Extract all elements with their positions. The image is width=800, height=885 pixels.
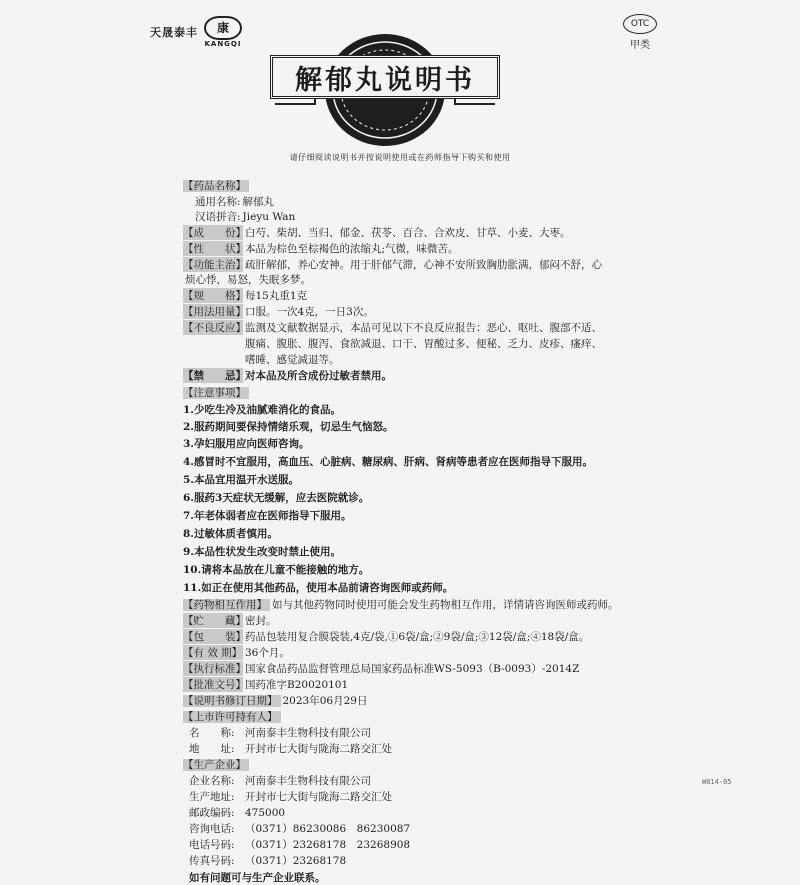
appearance-label: 【性 状】 [183,243,246,255]
ingredients-value: 白芍、柴胡、当归、郁金、茯苓、百合、合欢皮、甘草、小麦、大枣。 [245,227,571,239]
precaution-4: 4.感冒时不宜服用，高血压、心脏病、糖尿病、肝病、肾病等患者应在医师指导下服用。 [183,456,593,468]
common-name-value: 解郁丸 [242,196,275,208]
dosage-value: 口服。一次4克，一日3次。 [245,306,374,318]
holder-name-label: 名 称: [189,727,235,739]
pinyin-label: 汉语拼音: [195,211,241,223]
production-address-label: 生产地址: [189,791,235,803]
validity-label: 【有 效 期】 [183,647,243,659]
precaution-10: 10.请将本品放在儿童不能接触的地方。 [183,564,370,576]
logo-glyph: 康 [204,16,242,40]
reading-advice: 请仔细阅读说明书并按说明使用或在药师指导下购买和使用 [289,153,511,162]
brand-name: 天晟泰丰 [150,26,198,39]
brand-logo [204,16,242,48]
company-value: 河南泰丰生物科技有限公司 [245,775,371,787]
interactions-label: 【药物相互作用】 [183,599,270,611]
indications-line-2: 烦心悸，易怒，失眠多梦。 [185,274,311,286]
package-label: 【包 装】 [183,631,246,643]
logo-word: KANGQI [204,40,242,48]
ingredients-label: 【成 份】 [183,227,246,239]
adverse-label: 【不良反应】 [183,322,246,334]
consult-phone-label: 咨询电话: [189,823,235,835]
production-address-value: 开封市七大街与陇海二路交汇处 [245,791,392,803]
specification-label: 【规 格】 [183,290,246,302]
tel-value: （0371）23268178 23268908 [245,839,411,851]
pinyin-value: Jieyu Wan [242,211,296,223]
indications-line-1: 疏肝解郁，养心安神。用于肝郁气滞，心神不安所致胸肋胀满，郁闷不舒，心 [245,259,602,271]
holder-address-value: 开封市七大街与陇海二路交汇处 [245,743,392,755]
contraindications-label: 【禁 忌】 [183,370,246,382]
precaution-6: 6.服药3天症状无缓解，应去医院就诊。 [183,492,370,504]
specification-value: 每15丸重1克 [245,290,308,302]
validity-value: 36个月。 [245,647,290,659]
adverse-line-1: 监测及文献数据显示，本品可见以下不良反应报告：恶心、呕吐、腹部不适、 [245,322,602,334]
common-name-label: 通用名称: [195,196,241,208]
company-label: 企业名称: [189,775,235,787]
brand-header [150,16,242,48]
standard-label: 【执行标准】 [183,663,246,675]
holder-address-label: 地 址: [189,743,235,755]
otc-class: 甲类 [630,40,650,51]
precaution-7: 7.年老体弱者应在医师指导下服用。 [183,510,352,522]
precaution-8: 8.过敏体质者慎用。 [183,528,278,540]
storage-value: 密封。 [245,615,277,627]
title-frame [270,55,500,99]
holder-name-value: 河南泰丰生物科技有限公司 [245,727,371,739]
contraindications-value: 对本品及所含成份过敏者禁用。 [245,370,392,382]
precaution-3: 3.孕妇服用应向医师咨询。 [183,438,310,450]
interactions-value: 如与其他药物同时使用可能会发生药物相互作用，详情请咨询医师或药师。 [272,599,619,611]
tel-label: 电话号码: [189,839,235,851]
postcode-value: 475000 [245,807,286,819]
standard-value: 国家食品药品监督管理总局国家药品标准WS-5093（B-0093）-2014Z [245,663,580,675]
precaution-5: 5.本品宜用温开水送服。 [183,474,299,486]
appearance-value: 本品为棕色至棕褐色的浓缩丸;气微，味微苦。 [245,243,459,255]
storage-label: 【贮 藏】 [183,615,246,627]
precaution-11: 11.如正在使用其他药品，使用本品前请咨询医师或药师。 [183,582,454,594]
fax-value: （0371）23268178 [245,855,347,867]
otc-badge [623,14,657,51]
approval-value: 国药准字B20020101 [245,679,349,691]
postcode-label: 邮政编码: [189,807,235,819]
precaution-1: 1.少吃生冷及油腻难消化的食品。 [183,404,341,416]
consult-phone-value: （0371）86230086 86230087 [245,823,411,835]
document-code: W014-05 [702,778,732,786]
revision-value: 2023年06月29日 [282,695,368,707]
otc-label: OTC [623,14,657,34]
approval-label: 【批准文号】 [183,679,246,691]
package-value: 药品包装用复合膜袋装,4克/袋,①6袋/盒;②9袋/盒;③12袋/盒;④18袋/盒。 [245,631,590,643]
fax-label: 传真号码: [189,855,235,867]
precaution-9: 9.本品性状发生改变时禁止使用。 [183,546,341,558]
section-license-holder: 【上市许可持有人】 [183,711,281,723]
dosage-label: 【用法用量】 [183,306,246,318]
section-precautions: 【注意事项】 [183,387,249,399]
precaution-2: 2.服药期间要保持情绪乐观，切忌生气恼怒。 [183,421,394,433]
page-title: 解郁丸说明书 [295,64,475,96]
revision-label: 【说明书修订日期】 [183,695,281,707]
section-manufacturer: 【生产企业】 [183,759,249,771]
indications-label: 【功能主治】 [183,259,246,271]
closing-note: 如有问题可与生产企业联系。 [189,872,326,884]
adverse-line-2: 腹痛、腹胀、腹泻、食欲减退、口干、胃酸过多、便秘、乏力、皮疹、瘙痒、 [245,338,602,350]
adverse-line-3: 嗜睡、感觉减退等。 [245,354,340,366]
section-drug-name: 【药品名称】 [183,180,249,192]
